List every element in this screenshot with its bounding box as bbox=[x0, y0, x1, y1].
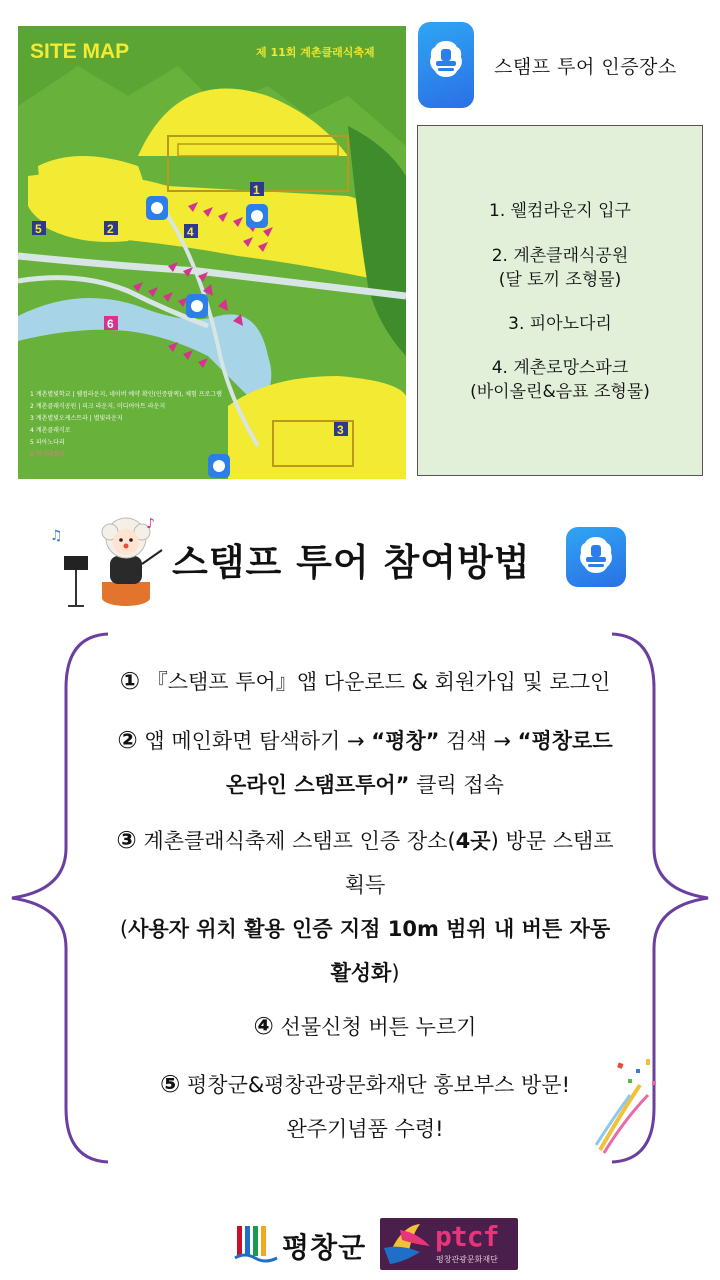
location-item: 2. 계촌클래식공원 bbox=[491, 246, 629, 266]
legend-item: 4 계촌클래식로 bbox=[30, 427, 71, 434]
legend-item: 5 피아노다리 bbox=[30, 439, 65, 446]
confetti-icon bbox=[590, 1055, 660, 1155]
legend-item: 3 계촌별빛오케스트라 | 별빛라운지 bbox=[30, 415, 123, 422]
stamp-app-icon bbox=[418, 22, 474, 108]
step-1 bbox=[80, 659, 650, 704]
svg-text:4: 4 bbox=[187, 225, 194, 239]
pyeongchang-emblem-icon bbox=[233, 1220, 279, 1266]
step-5: ⑤ 평창군&평창관광문화재단 홍보부스 방문! 완주기념품 수령! bbox=[159, 1070, 571, 1141]
step-2: ② 앱 메인화면 탐색하기 → “평창” 검색 → “평창로드 온라인 스탬프투어” 클릭 접속 bbox=[117, 726, 613, 797]
site-map bbox=[18, 26, 406, 479]
stamp-icon bbox=[574, 533, 618, 581]
svg-text:5: 5 bbox=[35, 222, 42, 236]
step-number: ② bbox=[117, 726, 138, 754]
stamp-locations-box bbox=[417, 125, 703, 476]
conductor-mascot bbox=[48, 510, 166, 610]
legend-item: 2 계촌클래식공원 | 피크 라운지, 미디어아트 라운지 bbox=[30, 403, 166, 410]
pyeongchang-name: 평창군 bbox=[282, 1231, 367, 1264]
stamp-location-title: 스탬프 투어 인증장소 bbox=[494, 56, 677, 78]
ptcf-name: ptcf bbox=[435, 1220, 499, 1253]
step-number: ③ bbox=[116, 826, 137, 854]
legend-item: 6 먹거리장터 bbox=[30, 451, 65, 458]
location-item: 3. 피아노다리 bbox=[508, 314, 612, 334]
step-text: 『스탬프 투어』앱 다운로드 & 회원가입 및 로그인 bbox=[146, 670, 611, 694]
svg-text:♫: ♫ bbox=[50, 528, 63, 544]
svg-text:3: 3 bbox=[337, 423, 344, 437]
step-3: ③ 계촌클래식축제 스탬프 인증 장소(4곳) 방문 스탬프 획득 (사용자 위치 활용 인증 지점 10m 범위 내 버튼 자동 활성화) bbox=[116, 826, 614, 985]
site-map-illustration bbox=[18, 26, 406, 479]
svg-text:2: 2 bbox=[107, 222, 114, 236]
svg-text:1: 1 bbox=[253, 183, 260, 197]
stamp-icon bbox=[424, 37, 468, 93]
location-item-note: (달 토끼 조형물) bbox=[498, 270, 622, 290]
svg-text:♪: ♪ bbox=[146, 516, 155, 532]
location-item: 4. 계촌로망스파크 bbox=[491, 358, 629, 378]
svg-text:6: 6 bbox=[107, 317, 114, 331]
ptcf-emblem-icon bbox=[380, 1218, 440, 1270]
step-4 bbox=[80, 1004, 650, 1049]
location-item: 1. 웰컴라운지 입구 bbox=[489, 201, 631, 221]
location-item-note: (바이올린&음표 조형물) bbox=[470, 382, 650, 402]
step-number: ⑤ bbox=[159, 1070, 181, 1098]
heading-stamp-icon bbox=[566, 527, 626, 587]
legend-item: 1 계촌별빛학교 | 웰컴라운지, 네이버 예약 확인(인증팔찌), 체험 프로그램 bbox=[30, 391, 222, 398]
step-number: ① bbox=[119, 667, 141, 695]
map-title: SITE MAP bbox=[30, 40, 130, 63]
section-heading: 스탬프 투어 참여방법 bbox=[172, 541, 531, 584]
map-subtitle: 제 11회 계촌클래식축제 bbox=[256, 46, 375, 59]
ptcf-subtitle: 평창관광문화재단 bbox=[436, 1255, 498, 1264]
step-number: ④ bbox=[253, 1012, 274, 1040]
step-text: 선물신청 버튼 누르기 bbox=[280, 1015, 477, 1039]
